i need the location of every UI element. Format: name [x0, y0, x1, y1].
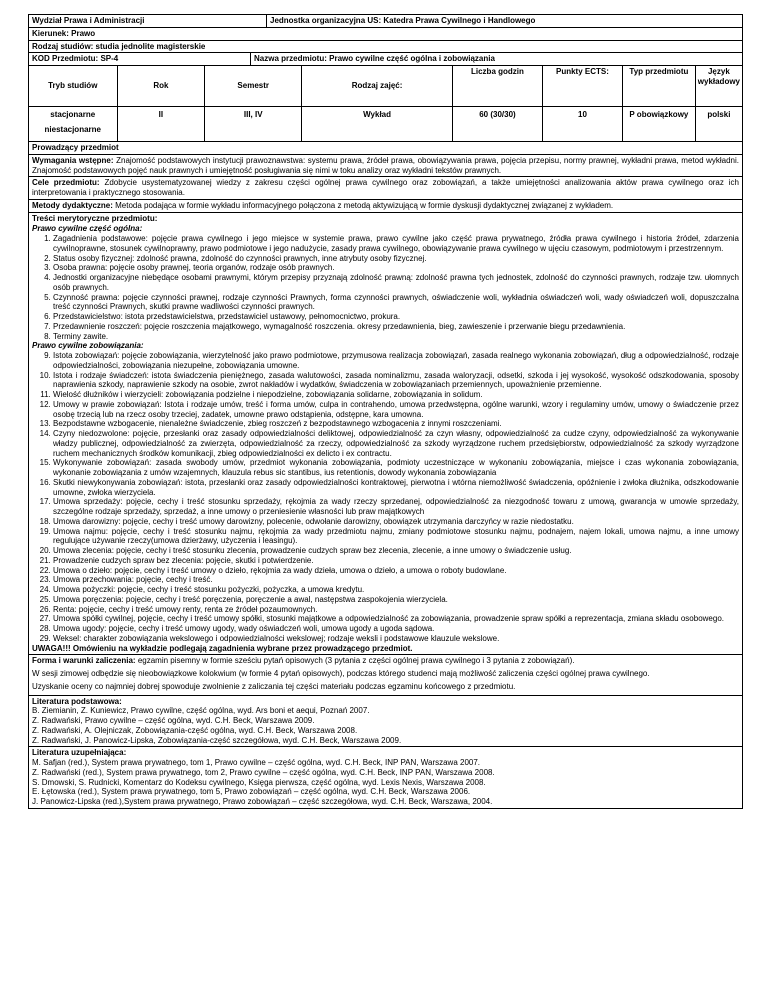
mode-cell — [29, 107, 117, 142]
literature-item: Z. Radwański (red.), System prawa prywatnego, tom 2, Prawo cywilne – część ogólna, wyd. C.H. Beck, INP PAN, Warszawa 2008. — [32, 767, 495, 777]
content-item: 2. Status osoby fizycznej: zdolność prawna, zdolność do czynności prawnych, inne atrybuty osoby fizycznej. — [53, 254, 739, 264]
content-note: UWAGA!!! Omówieniu na wykładzie podlegają zagadnienia wybrane przez prowadzącego przedmiot. — [32, 643, 413, 653]
content-item: 11. Wielość dłużników i wierzycieli: zobowiązania podzielne i niepodzielne, zobowiązania solidarne, zobowiązania in solidum. — [53, 390, 739, 400]
content-item: 4. Jednostki organizacyjne niebędące osobami prawnymi, którym przepisy przyznają zdolność prawną: zdolność prawna tych jednostek, zdolność do czynności prawnych, rodzaje tzw. ułomnych osób prawnych. — [53, 273, 739, 293]
content-item: 29. Weksel: charakter zobowiązania wekslowego i odpowiedzialności wekslowej; rodzaje weksli i podstawowe klauzule wekslowe. — [53, 634, 739, 644]
header-semester: Semestr — [205, 66, 302, 107]
header-class-type: Rodzaj zajęć: — [302, 66, 453, 107]
year-value: II — [117, 107, 205, 142]
content-item: 1. Zagadnienia podstawowe: pojęcie prawa cywilnego i jego miejsce w systemie prawa, prawo cywilne jako część prawa prywatnego, źródła prawa cywilnego i historia źródeł, zdarzenia cywilnoprawne, stosunek cywilnoprawny, prawo podmiotowe i jego nadużycie, zasady prawa cywilnego, obowiązywanie prawa cywilnego w ujęciu czasowym, podmiotowym i przestrzennym. — [53, 234, 739, 254]
course-goals-text: Zdobycie usystematyzowanej wiedzy z zakresu części ogólnej prawa cywilnego oraz zobowiązań, a także umiejętności analizowania aktów prawa cywilnego oraz ich interpretowania i praktycznego stosowania. — [32, 178, 740, 197]
course-goals-label: Cele przedmiotu: — [32, 178, 100, 188]
content-item: 12. Umowy w prawie zobowiązań: Istota i rodzaje umów, treść i forma umów, culpa in contrahendo, umowa przedwstępna, ogólne warunki, wzory i regulaminy umów, umowy o świadczenie przez osobę trzecią lub na rzecz osoby trzeciej, zadatek, umowne prawo odstąpienia, odstępne, kara umowna. — [53, 400, 739, 420]
teaching-methods-label: Metody dydaktyczne: — [32, 200, 113, 210]
assessment-line-2: W sesji zimowej odbędzie się nieobowiązkowe kolokwium (w formie 4 pytań opisowych), podczas którego studenci mają możliwość zaliczenia części ogólnej prawa cywilnego. — [32, 669, 650, 678]
header-mode: Tryb studiów — [29, 66, 117, 107]
literature-basic — [29, 696, 742, 748]
content-item: 6. Przedstawicielstwo: istota przedstawicielstwa, przedstawiciel ustawowy, pełnomocnictwo, prokura. — [53, 312, 739, 322]
content-item: 23. Umowa przechowania: pojęcie, cechy i treść. — [53, 575, 739, 585]
content-item: 14. Czyny niedozwolone: pojęcie, przesłanki oraz zasady odpowiedzialności deliktowej, odpowiedzialność za czyn własny, odpowiedzialność za cudze czyny, odpowiedzialność za wykonywanie władzy publicznej, odpowiedzialność za zwierzęta, odpowiedzialność za rzeczy, odpowiedzialność za szkody wyrządzone ruchem przedsiębiorstw, odpowiedzialność za szkody wyrządzone ruchem mechanicznych środków komunikacji, zbieg odpowiedzialności ex delicto i ex contractu. — [53, 429, 739, 458]
assessment — [29, 655, 742, 695]
literature-item: B. Ziemianin, Z. Kuniewicz, Prawo cywilne, część ogólna, wyd. Ars boni et aequi, Poznań 2007. — [32, 706, 370, 716]
content-item: 13. Bezpodstawne wzbogacenie, nienależne świadczenie, zbieg roszczeń z bezpodstawnego wzbogacenia z innymi roszczeniami. — [53, 419, 739, 429]
hours-value: 60 (30/30) — [453, 107, 543, 142]
header-subject-type: Typ przedmiotu — [623, 66, 696, 107]
literature-item: Z. Radwański, A. Olejniczak, Zobowiązania-część ogólna, wyd. C.H. Beck, Warszawa 2008. — [32, 725, 358, 735]
course-code: KOD Przedmiotu: SP-4 — [29, 53, 251, 65]
course-content — [29, 213, 742, 656]
header-row-code — [29, 53, 742, 66]
content-item: 17. Umowa sprzedaży: pojęcie, cechy i treść stosunku sprzedaży, rękojmia za wady rzeczy sprzedanej, odpowiedzialność za niezgodność towaru z umową, gwarancja w umowie sprzedaży, szczególne rodzaje sprzedaży, sprzedaż, a inne umowy o przeniesienie własności lub praw majątkowych — [53, 497, 739, 517]
content-item: 25. Umowa poręczenia: pojęcie, cechy i treść poręczenia, poręczenie a awal, następstwa zaspokojenia wierzyciela. — [53, 595, 739, 605]
header-ects: Punkty ECTS: — [542, 66, 622, 107]
header-row-1 — [29, 15, 742, 28]
mode-part-time: niestacjonarne — [44, 124, 101, 134]
subject-type-value: P obowiązkowy — [623, 107, 696, 142]
content-item: 28. Umowa ugody: pojęcie, cechy i treść umowy ugody, wady oświadczeń woli, umowa ugody a ugoda sądowa. — [53, 624, 739, 634]
literature-item: M. Safjan (red.), System prawa prywatnego, tom 1, Prawo cywilne – część ogólna, wyd. C.H. Beck, INP PAN, Warszawa 2007. — [32, 758, 481, 767]
assessment-line-3: Uzyskanie oceny co najmniej dobrej spowoduje zwolnienie z zaliczania tej części materiału podczas egzaminu końcowego z przedmiotu. — [32, 681, 516, 691]
content-item: 8. Terminy zawite. — [53, 332, 739, 342]
literature-extra — [29, 747, 742, 808]
language-value: polski — [707, 110, 731, 119]
content-item: 9. Istota zobowiązań: pojęcie zobowiązania, wierzytelność jako prawo podmiotowe, przymusowa realizacja zobowiązań, zasada realnego wykonania zobowiązań, dług a odpowiedzialność, rodzaje odpowiedzialności, zobowiązania niezupełne, zobowiązania umowne. — [53, 351, 739, 371]
part2-list — [29, 351, 742, 644]
literature-basic-label: Literatura podstawowa: — [32, 696, 122, 706]
prerequisites-text: Znajomość podstawowych instytucji prawoznawstwa: systemu prawa, źródeł prawa, obowiązywania prawa, pojęcia przepisu, normy prawnej, wykładni prawa, metod wykładni. Znajomość podstawowych pojęć nauk prawnych i umiejętność posługiwania się nimi w toku analizy oraz wykładni tekstów prawnych. — [32, 155, 739, 175]
header-year: Rok — [117, 66, 205, 107]
content-item: 22. Umowa o dzieło: pojęcie, cechy i treść umowy o dzieło, rękojmia za wady dzieła, umowa o dzieło, a umowa o roboty budowlane. — [53, 566, 739, 576]
header-language: Język wykładowy — [697, 67, 741, 86]
study-type: Rodzaj studiów: studia jednolite magisterskie — [29, 41, 742, 54]
header-hours: Liczba godzin — [453, 66, 543, 107]
part1-title: Prawo cywilne część ogólna: — [32, 224, 143, 234]
ects-value: 10 — [542, 107, 622, 142]
literature-item: Z. Radwański, Prawo cywilne – część ogólna, wyd. C.H. Beck, Warszawa 2009. — [32, 716, 315, 725]
semester-value: III, IV — [205, 107, 302, 142]
content-item: 15. Wykonywanie zobowiązań: zasada swobody umów, przedmiot wykonania zobowiązania, podmioty uczestniczące w wykonaniu zobowiązania, miejsce i czas wykonania zobowiązania, wykonanie zobowiązania z umów wzajemnych, klauzula rebus sic stantibus, ius retentionis, dowody wykonania zobowiązania — [53, 458, 739, 478]
content-item: 21. Prowadzenie cudzych spraw bez zlecenia: pojęcie, skutki i potwierdzenie. — [53, 556, 739, 566]
literature-basic-list — [32, 706, 739, 745]
teaching-methods-text: Metoda podająca w formie wykładu informacyjnego połączona z metodą aktywizującą w formie dyskusji dydaktycznej związanej z wykładem. — [112, 200, 614, 210]
content-item: 10. Istota i rodzaje świadczeń: istota świadczenia pieniężnego, zasada walutowości, zasada nominalizmu, zasada waloryzacji, odsetki, szkoda i jej wysokość, wysokość odszkodowania, sposoby naprawienia szkody, naprawienie szkody na osobie, zwrot nakładów i wydatków, świadczenia w zobowiązaniach przemiennych, upoważnienie przemienne. — [53, 371, 739, 391]
content-item: 24. Umowa pożyczki: pojęcie, cechy i treść stosunku pożyczki, pożyczka, a umowa kredytu. — [53, 585, 739, 595]
part1-list — [29, 234, 742, 341]
field-of-study: Kierunek: Prawo — [29, 28, 742, 41]
content-item: 3. Osoba prawna: pojęcie osoby prawnej, teoria organów, rodzaje osób prawnych. — [53, 263, 739, 273]
prerequisites — [29, 155, 742, 178]
literature-item: E. Łętowska (red.), System prawa prywatnego, tom 5, Prawo zobowiązań – część ogólna, wyd. C.H. Beck, Warszawa 2006. — [32, 787, 471, 797]
study-parameters — [29, 66, 742, 142]
course-name: Nazwa przedmiotu: Prawo cywilne część ogólna i zobowiązania — [254, 54, 495, 64]
content-item: 5. Czynność prawna: pojęcie czynności prawnej, rodzaje czynności Prawnych, forma czynności prawnych, oświadczenie woli, wykładnia oświadczeń woli, wady oświadczeń woli, dopuszczalna treść czynności Prawnych, skutki prawne wadliwości czynności prawnych. — [53, 293, 739, 313]
lecturer-row: Prowadzący przedmiot — [29, 142, 742, 155]
course-goals — [29, 177, 742, 200]
part2-title: Prawo cywilne zobowiązania: — [32, 341, 144, 351]
prerequisites-label: Wymagania wstępne: — [32, 155, 114, 165]
organizational-unit: Jednostka organizacyjna US: Katedra Prawa Cywilnego i Handlowego — [270, 16, 536, 25]
assessment-text: egzamin pisemny w formie sześciu pytań opisowych (3 pytania z części ogólnej prawa cywilnego i 3 pytania z zobowiązań). — [135, 656, 575, 666]
literature-item: J. Panowicz-Lipska (red.),System prawa prywatnego, Prawo zobowiązań – część szczegółowa, wyd. C.H. Beck, Warszawa, 2004. — [32, 797, 493, 806]
course-content-label: Treści merytoryczne przedmiotu: — [32, 213, 158, 223]
literature-item: S. Dmowski, S. Rudnicki, Komentarz do Kodeksu cywilnego, Księga pierwsza, część ogólna, wyd. Lexis Nexis, Warszawa 2008. — [32, 777, 486, 787]
content-item: 27. Umowa spółki cywilnej, pojęcie, cechy i treść umowy spółki, stosunki majątkowe a odpowiedzialność za zobowiązania, prowadzenie spraw spółki a reprezentacja, zmiana składu osobowego. — [53, 614, 739, 624]
course-syllabus — [28, 14, 743, 809]
literature-item: Z. Radwański, J. Panowicz-Lipska, Zobowiązania-część szczegółowa, wyd. C.H. Beck, Warszawa 2009. — [32, 735, 402, 745]
content-item: 20. Umowa zlecenia: pojęcie, cechy i treść stosunku zlecenia, prowadzenie cudzych spraw bez zlecenia, zlecenie, a inne umowy o świadczenie usług. — [53, 546, 739, 556]
assessment-label: Forma i warunki zaliczenia: — [32, 656, 136, 666]
mode-full-time: stacjonarne — [50, 110, 96, 119]
content-item: 18. Umowa darowizny: pojęcie, cechy i treść umowy darowizny, polecenie, odwołanie darowizny, obowiązek utrzymania darczyńcy w razie niedostatku. — [53, 517, 739, 527]
content-item: 19. Umowa najmu: pojęcie, cechy i treść stosunku najmu, rękojmia za wady przedmiotu najmu, zmiany podmiotowe stosunku najmu, podnajem, najem lokali, umowa najmu, a inne umowy regulujące używanie rzeczy(umowa dzierżawy, użyczenia i leasingu). — [53, 527, 739, 547]
faculty: Wydział Prawa i Administracji — [29, 15, 267, 27]
literature-extra-label: Literatura uzupełniająca: — [32, 748, 127, 758]
teaching-methods — [29, 200, 742, 213]
content-item: 7. Przedawnienie roszczeń: pojęcie roszczenia majątkowego, wymagalność roszczenia. okresy przedawnienia, bieg, zawieszenie i przerwanie biegu przedawnienia. — [53, 322, 739, 332]
class-type-value: Wykład — [302, 107, 453, 142]
literature-extra-list — [32, 758, 739, 807]
content-item: 26. Renta: pojęcie, cechy i treść umowy renty, renta ze źródeł pozaumownych. — [53, 605, 739, 615]
content-item: 16. Skutki niewykonywania zobowiązań: istota, przesłanki oraz zasady odpowiedzialności kontraktowej, pierwotna i wtórna niemożliwość świadczenia, opóźnienie i zwłoka dłużnika, odszkodowanie umowne, zwłoka wierzyciela. — [53, 478, 739, 498]
